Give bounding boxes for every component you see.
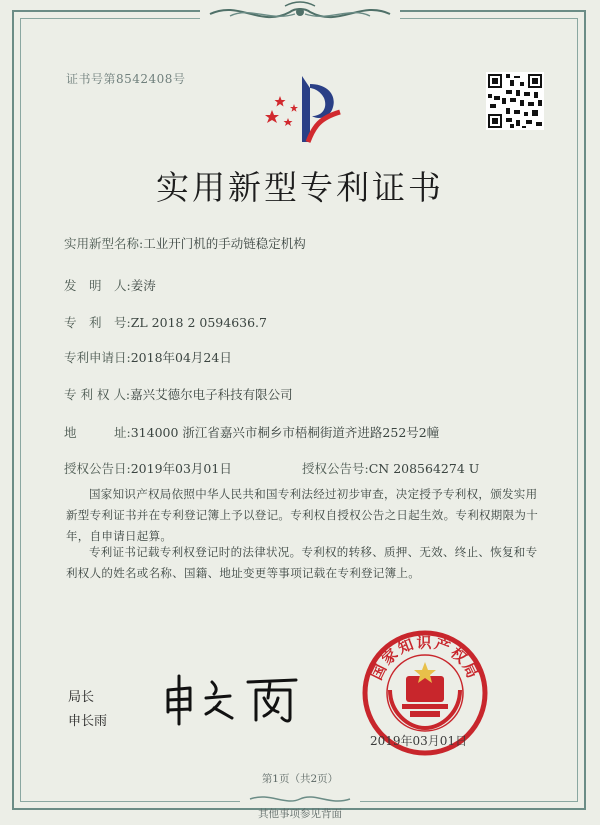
director-title: 局长 <box>68 690 95 705</box>
seal-text: 国家知识产权局 <box>367 633 483 683</box>
cnipa-logo-icon <box>258 66 354 146</box>
page-number: 第1页（共2页） <box>261 773 339 785</box>
field-patent-no <box>64 313 267 331</box>
field-inventor <box>64 276 156 294</box>
field-patentee-label: 专 利 权 人: <box>64 387 131 402</box>
director-name: 申长雨 <box>68 714 108 729</box>
field-patent-no-label: 专 利 号: <box>64 315 131 330</box>
field-address-value: 314000 浙江省嘉兴市桐乡市梧桐街道齐进路252号2幢 <box>130 425 440 440</box>
field-address-label: 地 址: <box>64 425 131 440</box>
field-inventor-label: 发 明 人: <box>64 278 131 293</box>
qr-code-icon <box>486 72 544 130</box>
field-filing-date-label: 专利申请日: <box>64 350 131 365</box>
certificate-number: 证书号第8542408号 <box>66 72 186 86</box>
field-filing-date <box>64 348 232 366</box>
seal-date: 2019年03月01日 <box>370 734 468 748</box>
field-filing-date-value: 2018年04月24日 <box>130 350 232 365</box>
top-ornament-graphic <box>200 0 400 26</box>
footer-note: 其他事项参见背面 <box>258 808 342 820</box>
statement-paragraph-1: 国家知识产权局依照中华人民共和国专利法经过初步审查，决定授予专利权，颁发实用新型专利证书并在专利登记簿上予以登记。专利权自授权公告之日起生效。专利权期限为十年，自申请日起算。 <box>66 487 538 543</box>
field-grant-no-label: 授权公告号: <box>302 461 369 476</box>
field-patentee <box>64 385 293 403</box>
handwritten-signature-icon <box>160 668 310 728</box>
field-inventor-value: 姜涛 <box>130 278 156 293</box>
field-patent-no-value: ZL 2018 2 0594636.7 <box>130 315 267 330</box>
field-grant-date-label: 授权公告日: <box>64 461 131 476</box>
bottom-ornament-graphic <box>240 792 360 806</box>
field-name <box>64 234 306 252</box>
field-grant-date-value: 2019年03月01日 <box>130 461 232 476</box>
field-name-value: 工业开门机的手动链稳定机构 <box>143 236 306 251</box>
field-grant-no-value: CN 208564274 U <box>368 461 480 476</box>
statement-paragraph-2: 专利证书记载专利权登记时的法律状况。专利权的转移、质押、无效、终止、恢复和专利权人的姓名或名称、国籍、地址变更等事项记载在专利登记簿上。 <box>66 545 538 580</box>
top-ornament <box>0 0 600 26</box>
field-address <box>64 423 439 441</box>
bottom-ornament <box>0 792 600 806</box>
field-grant-no <box>302 459 479 477</box>
svg-text:国家知识产权局 <box>367 634 482 683</box>
certificate-title: 实用新型专利证书 <box>156 168 444 207</box>
field-patentee-value: 嘉兴艾德尔电子科技有限公司 <box>130 387 293 402</box>
field-grant-date <box>64 459 232 477</box>
field-name-label: 实用新型名称: <box>64 236 144 251</box>
